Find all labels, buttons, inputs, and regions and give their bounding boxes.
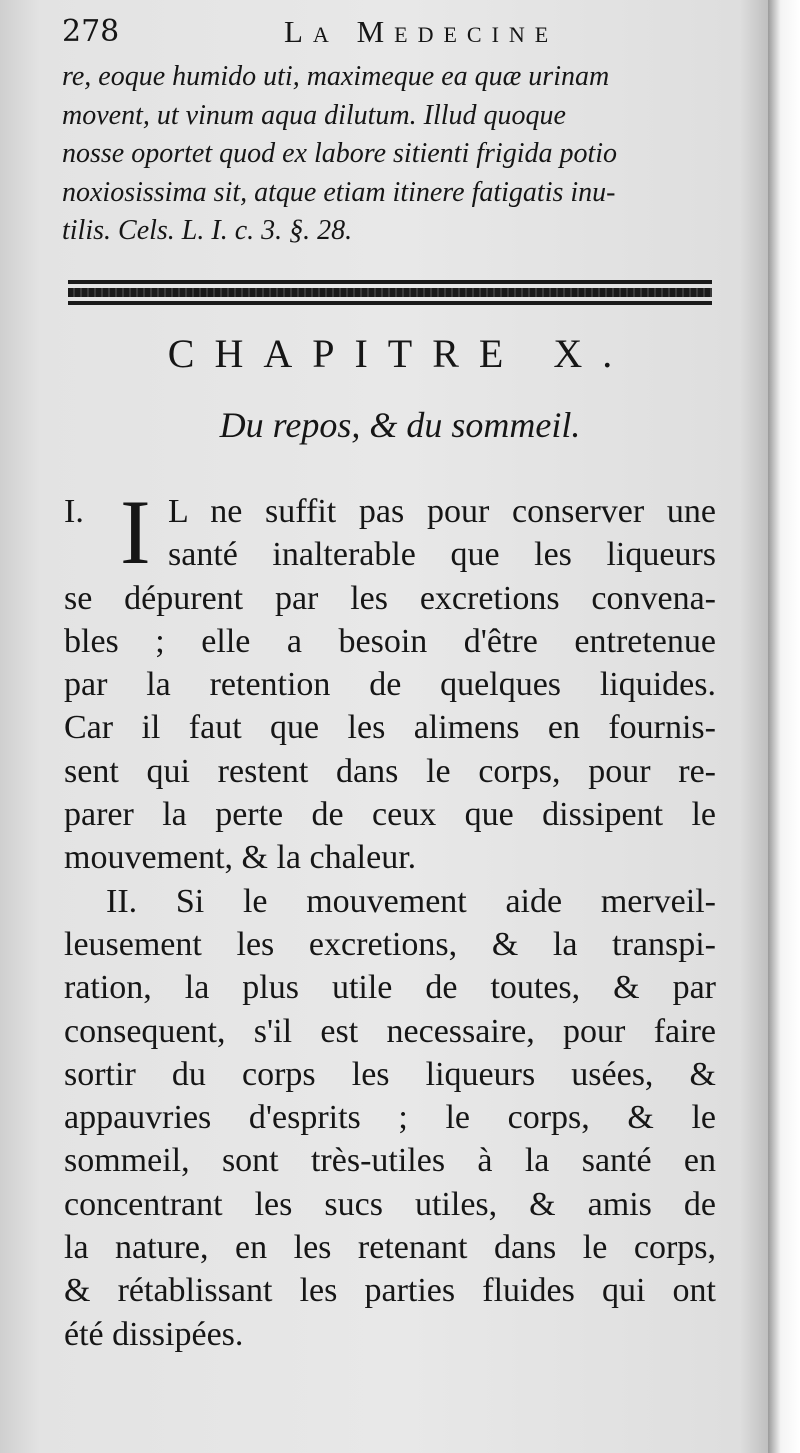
- text-line: été dissipées.: [64, 1315, 244, 1353]
- text-line: Car il faut que les alimens en fournis-: [64, 709, 716, 747]
- note-line: nosse oportet quod ex labore sitienti frigida potio: [62, 138, 618, 169]
- paragraph-1: [64, 481, 716, 880]
- text-line: se dépurent par les excretions convena-: [64, 579, 716, 617]
- note-line: noxiosissima sit, atque etiam itinere fatigatis inu-: [62, 176, 616, 208]
- text-line: II. Si le mouvement aide merveil-: [106, 882, 716, 920]
- note-line: tilis. Cels. L. I. c. 3. §. 28.: [62, 215, 353, 246]
- text-line: leusement les excretions, & la transpi-: [64, 925, 716, 963]
- text-line: appauvries d'esprits ; le corps, & le: [64, 1099, 716, 1137]
- text-line: bles ; elle a besoin d'être entretenue: [64, 622, 716, 660]
- drop-cap: I: [120, 481, 151, 583]
- paragraph-2: [64, 880, 716, 1356]
- body-text: [64, 481, 716, 1356]
- chapter-title: CHAPITRE X.: [167, 331, 633, 376]
- text-line: ration, la plus utile de toutes, & par: [64, 969, 716, 1007]
- text-line: consequent, s'il est necessaire, pour faire: [64, 1012, 716, 1050]
- text-line: & rétablissant les parties fluides qui ont: [64, 1272, 716, 1310]
- note-line: movent, ut vinum aqua dilutum. Illud quoque: [62, 99, 566, 131]
- text-line: sent qui restent dans le corps, pour re-: [64, 752, 716, 790]
- paragraph-number: I.: [64, 493, 84, 530]
- page-header: [62, 14, 722, 54]
- text-line: la nature, en les retenant dans le corps,: [64, 1229, 716, 1267]
- text-line: mouvement, & la chaleur.: [64, 839, 417, 877]
- text-line: sortir du corps les liqueurs usées, &: [64, 1055, 716, 1093]
- text-line: concentrant les sucs utiles, & amis de: [64, 1185, 716, 1223]
- text-line: L ne suffit pas pour conserver une: [168, 493, 716, 530]
- text-line: par la retention de quelques liquides.: [64, 666, 716, 704]
- chapter-subtitle: Du repos, & du sommeil.: [219, 405, 581, 445]
- page-gutter: [768, 0, 800, 1453]
- footnote-block: [62, 58, 718, 251]
- note-line: re, eoque humido uti, maximeque ea quæ urinam: [62, 61, 610, 92]
- text-line: santé inalterable que les liqueurs: [168, 536, 716, 574]
- text-line: parer la perte de ceux que dissipent le: [64, 796, 716, 834]
- page-number: 278: [62, 14, 120, 49]
- ornamental-rule: [68, 280, 712, 306]
- running-head: La Medecine: [284, 14, 559, 49]
- text-line: sommeil, sont très-utiles à la santé en: [64, 1142, 716, 1180]
